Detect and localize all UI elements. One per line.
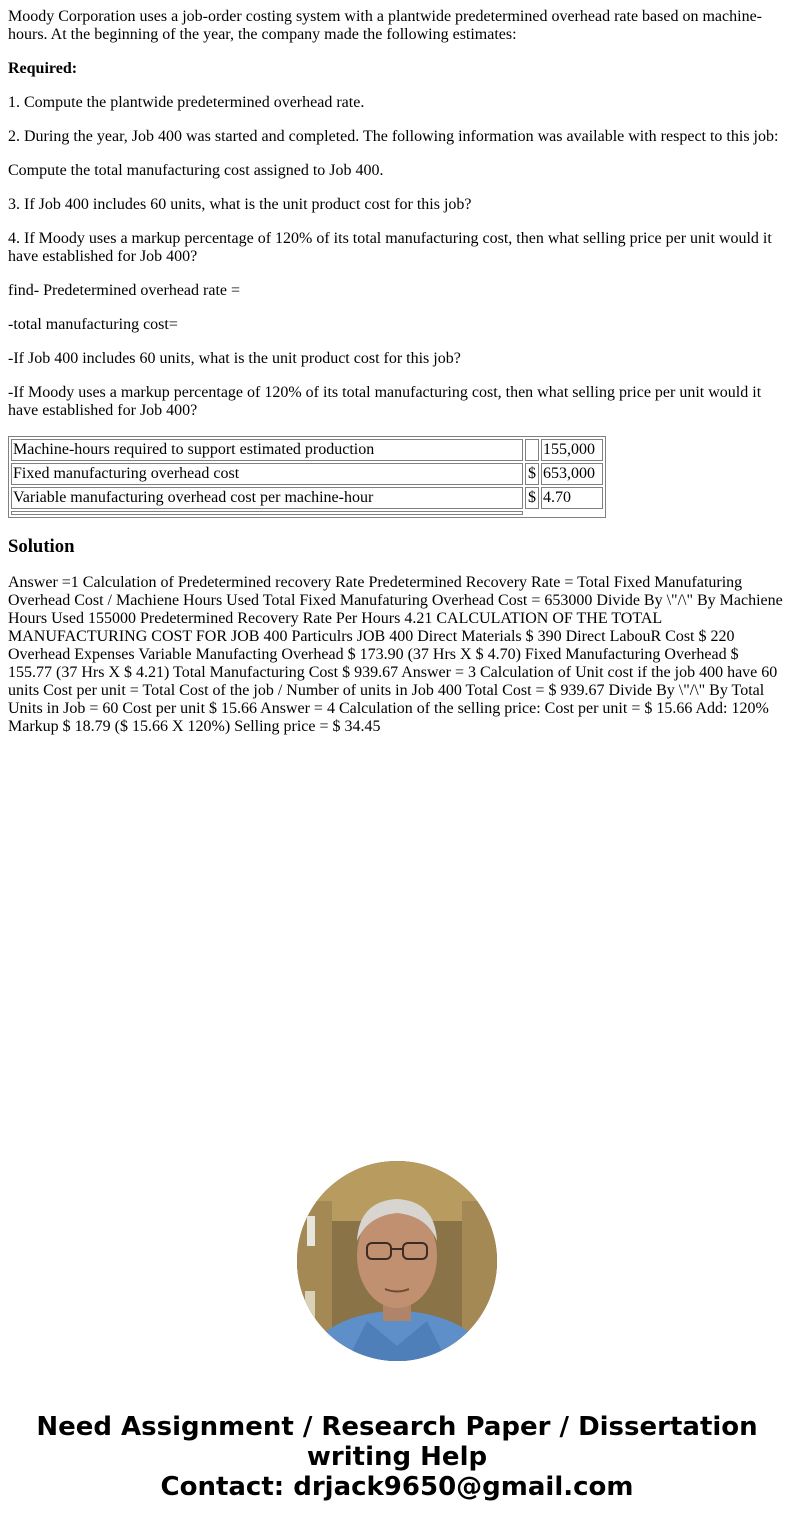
- answer-text: Answer =1 Calculation of Predetermined recovery Rate Predetermined Recovery Rate = Total Fixed Manufaturing Overhead Cost / Machiene Hours Used Total Fixed Manufaturing Overhead Cost = 653000 Divide By \"/\" By Machiene Hours Used 155000 Predetermined Recovery Rate Per Hours 4.21 CALCULATION OF THE TOTAL MANUFACTURING COST FOR JOB 400 Particulrs JOB 400 Direct Materials $ 390 Direct LabouR Cost $ 220 Overhead Expenses Variable Manufacting Overhead $ 173.90 (37 Hrs X $ 4.70) Fixed Manufacturing Overhead $ 155.77 (37 Hrs X $ 4.21) Total Manufacturing Cost $ 939.67 Answer = 3 Calculation of Unit cost if the job 400 have 60 units Cost per unit = Total Cost of the job / Number of units in Job 400 Total Cost = $ 939.67 Divide By \"/\" By Total Units in Job = 60 Cost per unit $ 15.66 Answer = 4 Calculation of the selling price: Cost per unit = $ 15.66 Add: 120% Markup $ 18.79 ($ 15.66 X 120%) Selling price = $ 34.45: [8, 574, 783, 735]
- table-cell-empty: [11, 511, 523, 515]
- table-row-empty: [11, 511, 603, 515]
- footer-contact-text: Contact: drjack9650@gmail.com: [160, 1472, 634, 1502]
- question-4: 4. If Moody uses a markup percentage of 120% of its total manufacturing cost, then what selling price per unit would it have established for Job 400?: [8, 230, 772, 265]
- table-cell-currency: $: [525, 487, 539, 509]
- table-cell-label: Fixed manufacturing overhead cost: [11, 463, 523, 485]
- intro-paragraph: Moody Corporation uses a job-order costing system with a plantwide predetermined overhead rate based on machine-hours. At the beginning of the year, the company made the following estimates:: [8, 8, 762, 43]
- footer-help-text: Need Assignment / Research Paper / Dissertation writing Help: [36, 1412, 758, 1472]
- question-1: 1. Compute the plantwide predetermined overhead rate.: [8, 94, 365, 111]
- table-row: [11, 439, 603, 461]
- question-3: 3. If Job 400 includes 60 units, what is the unit product cost for this job?: [8, 196, 472, 213]
- estimates-table: [8, 436, 606, 518]
- table-cell-value: 653,000: [541, 463, 603, 485]
- footer-banner: [0, 1412, 794, 1502]
- find-selling-price: -If Moody uses a markup percentage of 120% of its total manufacturing cost, then what selling price per unit would it have established for Job 400?: [8, 384, 762, 419]
- find-unit-cost: -If Job 400 includes 60 units, what is the unit product cost for this job?: [8, 350, 461, 367]
- author-portrait-image: [297, 1161, 497, 1361]
- table-cell-currency: [525, 439, 539, 461]
- required-label: Required:: [8, 60, 78, 77]
- table-row: [11, 487, 603, 509]
- table-row: [11, 463, 603, 485]
- table-cell-value: 155,000: [541, 439, 603, 461]
- author-avatar: [297, 1161, 497, 1361]
- find-total-cost: -total manufacturing cost=: [8, 316, 178, 333]
- table-cell-label: Machine-hours required to support estimated production: [11, 439, 523, 461]
- question-2: 2. During the year, Job 400 was started and completed. The following information was available with respect to this job:: [8, 128, 779, 145]
- table-cell-label: Variable manufacturing overhead cost per machine-hour: [11, 487, 523, 509]
- document-body: [0, 8, 794, 736]
- find-overhead-rate: find- Predetermined overhead rate =: [8, 282, 241, 299]
- table-cell-currency: $: [525, 463, 539, 485]
- table-cell-value: 4.70: [541, 487, 603, 509]
- question-2-task: Compute the total manufacturing cost assigned to Job 400.: [8, 162, 384, 179]
- solution-heading: Solution: [8, 536, 75, 557]
